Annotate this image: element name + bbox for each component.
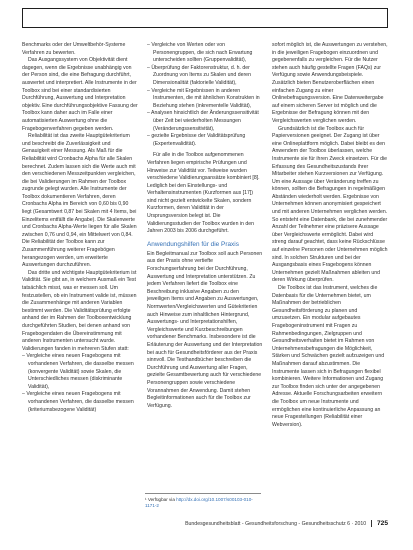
list-item: – gezielte Ergebnisse der Validitätsprüfung (Expertenvalidität). (147, 133, 263, 148)
footer-divider (371, 520, 372, 527)
column-1 (22, 42, 138, 429)
paragraph: Das dritte und wichtigste Hauptgütekriterium ist Validität. Sie gibt an, in welchem Ausmaß ein Test tatsächlich misst, was er messen soll. Um festzustellen, ob ein Instrument valide ist, müssen die Zusammenhänge mit anderen Variablen bestimmt werden. Die Validitätsprüfung erfolgte anhand der im Rahmen der Toolboxentwicklung durchgeführten Studien, bei denen anhand von Fragebogendaten die Übereinstimmung mit anderen Instrumenten untersucht wurde. Validierungen fanden in mehreren Stufen statt: (22, 269, 137, 352)
page-number: 725 (376, 520, 388, 527)
column-2 (147, 42, 263, 429)
footnote (145, 493, 261, 510)
paragraph: Ein Begleitmanual zur Toolbox soll auch Personen aus der Praxis ohne vertiefte Forschungserfahrung bei der Durchführung, Auswertung und Interpretation unterstützen. Zu jedem Verfahren liefert die Toolbox eine Beschreibung inklusive Angaben zu den jeweiligen Items und Angaben zu Auswertungen, Normwerten/Vergleichswerten und Gütekriterien auch Hinweise zum inhaltlichen Hintergrund, Auswertungs- und Interpretationshilfen, Vergleichswerte und Kurzbeschreibungen vorhandener Benchmarks. Insbesondere ist die Erläuterung der Auswertung und der Interpretation bei auch für Gesundheitsförderer aus der Praxis sinnvoll. Die Testhandbücher beschreiben die Durchführung und Auswertung aller Fragen, gezielte Gesamtbewertung auch für verschiedene Personengruppen sowie verschiedene Vorannahmen der Anwendung. Damit stehen Begleitinformationen auch für die Toolbox zur Verfügung. (147, 250, 263, 409)
list-item: – Vergleiche mit Ergebnissen in anderen Instrumenten, die mit ähnlichen Konstrukten in Beziehung stehen (inkrementelle Validität), (147, 88, 263, 111)
paragraph: Für alle in die Toolbox aufgenommenen Verfahren liegen empirische Prüfungen und Hinweise zur Validität vor. Teilweise wurden verschiedene Validierungsansätze kombiniert [8]. Lediglich bei den Einstellungs- und Verhaltensinstrumenten (Kurzformen aus [17]) sind nicht gezielt entwickelte Skalen, sondern Kurzformen, deren Validität in der Ursprungsversion belegt ist. Die Validierungsstudien der Toolbox wurden in den Jahren 2003 bis 2006 durchgeführt. (147, 152, 260, 235)
article-body (22, 42, 388, 429)
list-item: – Überprüfung der Faktorenstruktur, d. h. der Zuordnung von Items zu Skalen und deren Dimensionalität (faktorielle Validität), (147, 65, 263, 88)
list-item: – Vergleiche eines neuen Fragebogens mit vorhandenen Verfahren, die dasselbe messen (konvergente Validität) sowie Skalen, die Unterschiedliches messen (diskriminante Validität), (22, 353, 138, 391)
paragraph: Reliabilität ist das zweite Hauptgütekriterium und beschreibt die Zuverlässigkeit und Genauigkeit einer Messung. Als Maß für die Reliabilität wird Cronbachs Alpha für alle Skalen berechnet. Zudem lassen sich die Werte auch mit den verschiedenen Messzeitpunkten vergleichen, die bei Validierungen im Rahmen der Toolbox zugrunde gelegt wurden. Alle Instrumente der Toolbox dokumentieren Verfahren, deren Cronbachs Alpha im Bereich von 0,60 bis 0,90 liegt (Gesamtwert 0,87 bei Skalen mit 4 Items, bei Einzelitems entfällt die Angabe). Die Skalenwerte und Cronbachs Alpha-Werte liegen für alle Skalen zwischen 0,76 und 0,94, ein Mittelwert von 0,84. Die Reliabilität der Toolbox kann zur Zusammenführung weiterer Fragebögen herangezogen werden, um erweiterte Auswertungen durchzuführen. (22, 133, 137, 269)
section-heading: Anwendungshilfen für die Praxis (147, 240, 239, 248)
paragraph: Grundsätzlich ist die Toolbox auch für Papierversionen geeignet. Der Zugang ist über eine Onlineplattform möglich. Dabei bleibt es den Anwendern der Toolbox überlassen, welche Instrumente sie für ihren Zweck einsetzen. Für die Erfassung des Gesundheitszustands ihrer Mitarbeiter stehen Kurzversionen zur Verfügung. Um eine Aussage über Veränderung treffen zu können, sollten die Befragungen in regelmäßigen Abständen wiederholt werden. Ergebnisse von Unternehmen können anonymisiert gespeichert und mit anderen Unternehmen verglichen werden. So entsteht eine Datenbank, die bei zunehmender Anzahl der Teilnehmer eine präzisere Aussage über Vergleichswerte ermöglicht. Dabei wird streng darauf geachtet, dass keine Rückschlüsse auf einzelne Personen oder Unternehmen möglich sind. In solchen Strukturen und bei der Ausgangsbasis eines Fragebogens können Unternehmen gezielt Maßnahmen ableiten und deren Wirkung überprüfen. (272, 125, 388, 284)
list-item: – Vergleiche eines neuen Fragebogens mit vorhandenen Verfahren, die dasselbe messen (kriteriumsbezogene Validität) (22, 391, 138, 414)
footnote-mark: ¹ (145, 497, 147, 502)
validation-list (22, 353, 138, 414)
journal-citation: Bundesgesundheitsblatt - Gesundheitsforschung - Gesundheitsschutz 6 · 2010 (185, 520, 367, 527)
footnote-text: Verfügbar via (147, 497, 175, 502)
paragraph: sofort möglich ist, die Auswertungen zu verstehen, in die jeweiligen Fragebogen einzuordnen und gegebenenfalls zu vergleichen. Für die Nutzer stehen auch häufig gestellte Fragen (FAQs) zur Verfügung sowie Anwendungsbeispiele. Zusätzlich bieten Benutzeroberflächen einen einfachen Zugang zu einer Onlinebefragungsversion. Eine Datenweitergabe auf einem sicheren Server ist möglich und die Ergebnisse der Befragung können mit den Vergleichswerten verglichen werden. (272, 42, 388, 124)
page-footer (22, 520, 388, 527)
list-item: – Analysen hinsichtlich der Änderungssensitivität über Zeit bei wiederholten Messungen (Veränderungssensitivität), (147, 110, 263, 133)
list-item: – Vergleiche von Werten oder von Personengruppen, die sich nach Erwartung unterscheiden sollten (Gruppenvalidität), (147, 42, 263, 65)
column-3 (272, 42, 388, 429)
validation-list-continued (147, 42, 263, 148)
paragraph: Das Ausgangssystem von Objektivität dient dagegen, wenn die Ergebnisse unabhängig von der Person sind, die eine Befragung durchführt, auswertet und interpretiert. Alle Instrumente in der Toolbox sind bei einer standardisierten Durchführung, Auswertung und Interpretation objektiv. Eine durchführungsobjektive Fassung der Toolbox kann daher auch im Falle einer automatisierten Auswertung ohne die Fragebogenverfahren gegeben werden. (22, 57, 138, 132)
footnote-doi-link[interactable]: http://dx.doi.org/10.1007/s00103-010-1171-2 (145, 497, 253, 509)
header-frame (22, 8, 388, 28)
paragraph: Benchmarks oder der Umweltbehör-Systeme Verfahren zu bewerten. (22, 42, 126, 56)
paragraph: Die Toolbox ist das Instrument, welches die Datenbasis für die Unternehmen bietet, um Maßnahmen der betrieblichen Gesundheitsförderung zu planen und umzusetzen. Ein modular aufgebautes Fragebogeninstrument mit Fragen zu Rahmenbedingungen, Zielgruppen und Gesundheitsverhalten bietet im Rahmen von Unternehmensbefragungen die Möglichkeit, Stärken und Schwächen gezielt aufzuzeigen und Maßnahmen darauf abzustimmen. Die Instrumente lassen sich in Befragungen flexibel kombinieren. Weitere Informationen und Zugang zur Toolbox finden sich unter der angegebenen Adresse. Aktuelle Forschungsarbeiten erweitern die Toolbox um neue Instrumente und ermöglichen eine kontinuierliche Anpassung an neue Fragestellungen (Reliabilität einer Webversion). (272, 285, 385, 428)
